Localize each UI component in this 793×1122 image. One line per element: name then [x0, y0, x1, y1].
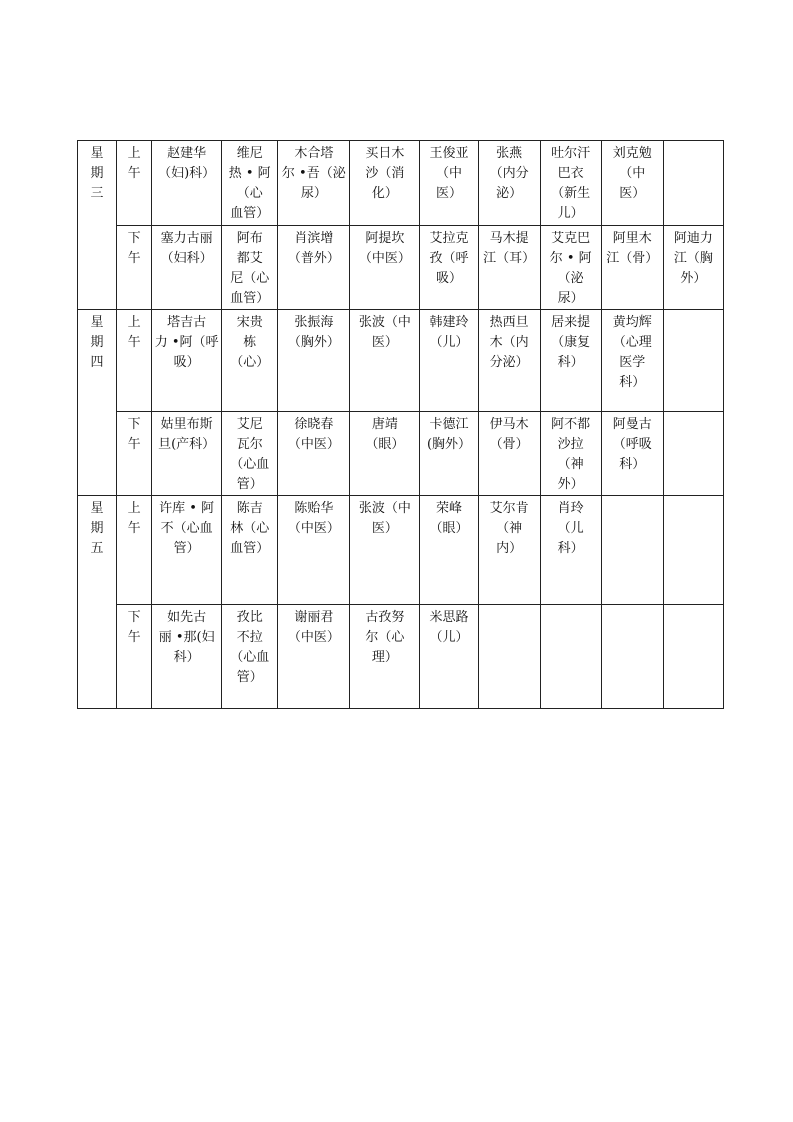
day-label: 星 期 四	[78, 310, 117, 496]
session-label: 上 午	[117, 141, 152, 226]
doctor-cell: 韩建玲 （儿）	[420, 310, 478, 412]
day-label: 星 期 五	[78, 496, 117, 709]
doctor-cell: 阿提坎 （中医）	[350, 226, 420, 310]
doctor-cell	[540, 605, 601, 709]
doctor-cell: 伊马木 （骨）	[478, 412, 540, 496]
doctor-cell	[601, 496, 663, 605]
schedule-row	[78, 310, 724, 412]
doctor-cell: 肖玲 （儿 科）	[540, 496, 601, 605]
doctor-cell: 艾克巴 尔 • 阿 （泌 尿）	[540, 226, 601, 310]
doctor-cell: 阿不都 沙拉 （神 外）	[540, 412, 601, 496]
doctor-cell: 艾尔肯 （神 内）	[478, 496, 540, 605]
doctor-cell: 王俊亚 （中 医）	[420, 141, 478, 226]
doctor-cell: 陈贻华 （中医）	[278, 496, 350, 605]
doctor-cell	[663, 310, 723, 412]
doctor-cell: 艾尼 瓦尔 （心血 管）	[222, 412, 278, 496]
doctor-cell: 米思路 （儿）	[420, 605, 478, 709]
doctor-cell	[663, 141, 723, 226]
doctor-cell: 吐尔汗 巴衣 （新生 儿）	[540, 141, 601, 226]
doctor-cell: 张燕 （内分 泌）	[478, 141, 540, 226]
doctor-cell: 张振海 （胸外）	[278, 310, 350, 412]
doctor-cell: 张波（中 医）	[350, 310, 420, 412]
doctor-cell: 刘克勉 （中 医）	[601, 141, 663, 226]
doctor-cell: 赵建华 （妇)科）	[152, 141, 222, 226]
doctor-cell: 居来提 （康复 科）	[540, 310, 601, 412]
session-label: 上 午	[117, 310, 152, 412]
schedule-row	[78, 605, 724, 709]
doctor-cell: 陈吉 林（心 血管）	[222, 496, 278, 605]
doctor-cell	[663, 412, 723, 496]
doctor-cell: 阿曼古 （呼吸 科）	[601, 412, 663, 496]
doctor-cell: 热西旦 木（内 分泌）	[478, 310, 540, 412]
doctor-cell: 维尼 热 • 阿 （心 血管）	[222, 141, 278, 226]
doctor-cell: 姑里布斯 旦(产科）	[152, 412, 222, 496]
doctor-cell	[478, 605, 540, 709]
doctor-cell: 如先古 丽 •那(妇 科）	[152, 605, 222, 709]
day-label: 星 期 三	[78, 141, 117, 310]
session-label: 上 午	[117, 496, 152, 605]
doctor-cell: 唐靖 （眼）	[350, 412, 420, 496]
doctor-cell: 肖滨增 （普外）	[278, 226, 350, 310]
clinic-schedule-table	[77, 140, 724, 709]
doctor-cell: 阿迪力 江（胸 外）	[663, 226, 723, 310]
doctor-cell: 阿里木 江（骨）	[601, 226, 663, 310]
schedule-row	[78, 226, 724, 310]
doctor-cell: 孜比 不拉 （心血 管）	[222, 605, 278, 709]
doctor-cell: 黄均辉 （心理 医学 科）	[601, 310, 663, 412]
doctor-cell: 谢丽君 （中医）	[278, 605, 350, 709]
doctor-cell: 卡德江 (胸外）	[420, 412, 478, 496]
doctor-cell: 买日木 沙（消 化）	[350, 141, 420, 226]
doctor-cell: 张波（中 医）	[350, 496, 420, 605]
doctor-cell	[663, 496, 723, 605]
session-label: 下 午	[117, 605, 152, 709]
doctor-cell: 塞力古丽 （妇科）	[152, 226, 222, 310]
doctor-cell	[663, 605, 723, 709]
doctor-cell: 塔吉古 力 •阿（呼 吸）	[152, 310, 222, 412]
doctor-cell: 宋贵 栋 （心）	[222, 310, 278, 412]
doctor-cell: 古孜努 尔（心 理）	[350, 605, 420, 709]
doctor-cell: 荣峰 （眼）	[420, 496, 478, 605]
doctor-cell: 阿布 都艾 尼（心 血管）	[222, 226, 278, 310]
doctor-cell: 许库 • 阿 不（心血 管）	[152, 496, 222, 605]
doctor-cell: 木合塔 尔 •吾（泌 尿）	[278, 141, 350, 226]
schedule-row	[78, 412, 724, 496]
schedule-row	[78, 496, 724, 605]
schedule-row	[78, 141, 724, 226]
session-label: 下 午	[117, 226, 152, 310]
doctor-cell: 艾拉克 孜（呼 吸）	[420, 226, 478, 310]
doctor-cell: 马木提 江（耳）	[478, 226, 540, 310]
session-label: 下 午	[117, 412, 152, 496]
doctor-cell	[601, 605, 663, 709]
doctor-cell: 徐晓春 （中医）	[278, 412, 350, 496]
